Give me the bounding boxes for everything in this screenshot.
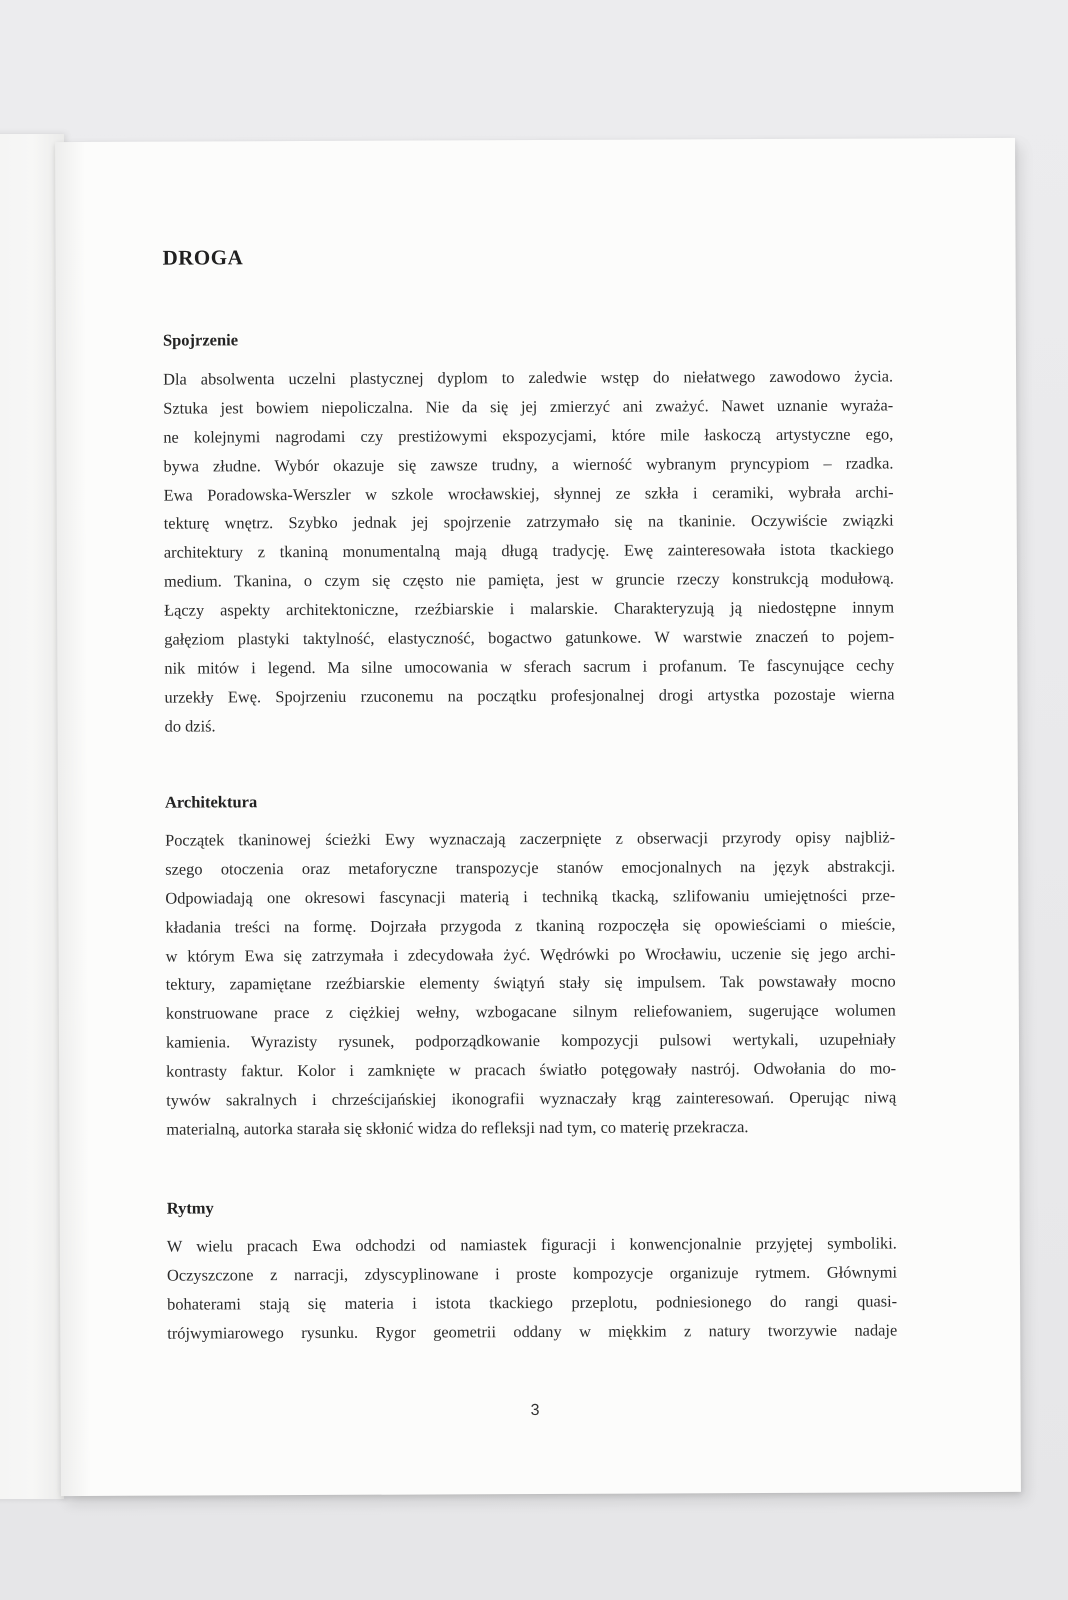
section-paragraph-spojrzenie bbox=[163, 362, 895, 741]
paragraph-line: trójwymiarowego rysunku. Rygor geometrii oddany w miękkim z natury tworzywie nadaje bbox=[167, 1320, 898, 1343]
section-heading-spojrzenie: Spojrzenie bbox=[162, 330, 239, 350]
paragraph-line: w którym Ewa się zatrzymała i zdecydowała żyć. Wędrówki po Wrocławiu, uczenie się jego archi- bbox=[165, 943, 896, 966]
section-heading-architektura: Architektura bbox=[164, 792, 258, 812]
paragraph-line: szego otoczenia oraz metaforyczne transpozycje stanów emocjonalnych na język abstrakcji. bbox=[165, 856, 896, 879]
paragraph-line: konstruowane prace z ciężkiej wełny, wzbogacane silnym reliefowaniem, sugerujące wolumen bbox=[165, 1000, 896, 1023]
paragraph-line: tektury, zapamiętane rzeźbiarskie elementy świątyń stały się impulsem. Tak powstawały mocno bbox=[165, 971, 896, 995]
paragraph-line: gałęziom plastyki taktylność, elastyczność, bogactwo gatunkowe. W warstwie znaczeń to pojem- bbox=[164, 626, 895, 649]
paragraph-line: Łączy aspekty architektoniczne, rzeźbiarskie i malarskie. Charakteryzują ją niedostępne innym bbox=[164, 597, 895, 620]
paragraph-line: ne kolejnymi nagrodami czy prestiżowymi ekspozycjami, które mile łaskoczą artystyczne ego, bbox=[163, 424, 894, 447]
paragraph-line: kamienia. Wyrazisty rysunek, podporządkowanie kompozycji pulsowi wertykali, uzupełniały bbox=[165, 1029, 897, 1052]
page-title: DROGA bbox=[162, 245, 244, 270]
paragraph-line: tywów sakralnych i chrześcijańskiej ikonografii wyznaczały krąg zainteresowań. Operując niwą bbox=[166, 1087, 897, 1110]
paragraph-line: medium. Tkanina, o czym się często nie pamięta, jest w gruncie rzeczy konstrukcją modułową. bbox=[163, 568, 895, 591]
paragraph-line: bohaterami stają się materia i istota tkackiego przeplotu, podniesionego do rangi quasi- bbox=[167, 1291, 898, 1314]
paragraph-line: Ewa Poradowska-Werszler w szkole wrocławskiej, słynnej ze szkła i ceramiki, wybrała archi- bbox=[163, 482, 894, 505]
paragraph-line: Sztuka jest bowiem niepoliczalna. Nie da się jej zmierzyć ani zważyć. Nawet uznanie wyraża- bbox=[163, 395, 894, 418]
paragraph-line: urzekły Ewę. Spojrzeniu rzuconemu na początku profesjonalnej drogi artystka pozostaje wierna bbox=[164, 684, 895, 707]
left-page-edge bbox=[0, 134, 64, 1499]
paragraph-line: Początek tkaninowej ścieżki Ewy wyznaczają zaczerpnięte z obserwacji przyrody opisy najbliż- bbox=[165, 827, 896, 850]
paragraph-line: bywa złudne. Wybór okazuje się zawsze trudny, a wierność wybranym pryncypiom – rzadka. bbox=[163, 453, 894, 476]
section-paragraph-rytmy bbox=[167, 1229, 897, 1348]
paragraph-line: do dziś. bbox=[164, 716, 216, 736]
paragraph-line: Oczyszczone z narracji, zdyscyplinowane i proste kompozycje organizuje rytmem. Głównymi bbox=[166, 1262, 898, 1285]
paragraph-line: Dla absolwenta uczelni plastycznej dyplom to zaledwie wstęp do niełatwego zawodowo życia. bbox=[163, 366, 894, 389]
page bbox=[55, 138, 1021, 1496]
paragraph-line: materialną, autorka starała się skłonić widza do refleksji nad tym, co materię przekracza. bbox=[166, 1116, 749, 1139]
paragraph-line: Odpowiadają one okresowi fascynacji materią i techniką tkacką, szlifowaniu umiejętności prze- bbox=[165, 885, 896, 908]
paragraph-line: tekturę wnętrz. Szybko jednak jej spojrzenie zatrzymało się na tkaninie. Oczywiście związki bbox=[163, 510, 894, 534]
paragraph-line: W wielu pracach Ewa odchodzi od namiastek figuracji i konwencjonalnie przyjętej symboliki. bbox=[166, 1233, 897, 1256]
paragraph-line: kontrasty faktur. Kolor i zamknięte w pracach światło potęgowały nastrój. Odwołania do mo- bbox=[166, 1058, 897, 1081]
section-paragraph-architektura bbox=[165, 823, 896, 1144]
paragraph-line: kładania treści na formę. Dojrzała przygoda z tkaniną rozpoczęła się opowieściami o mieście, bbox=[165, 914, 896, 937]
paragraph-line: architektury z tkaniną monumentalną mają długą tradycję. Ewę zainteresowała istota tkackiego bbox=[163, 539, 894, 562]
paragraph-line: nik mitów i legend. Ma silne umocowania w sferach sacrum i profanum. Te fascynujące cechy bbox=[164, 655, 895, 678]
section-heading-rytmy: Rytmy bbox=[166, 1198, 214, 1218]
page-number: 3 bbox=[530, 1401, 540, 1420]
spine-shadow bbox=[55, 142, 91, 1496]
